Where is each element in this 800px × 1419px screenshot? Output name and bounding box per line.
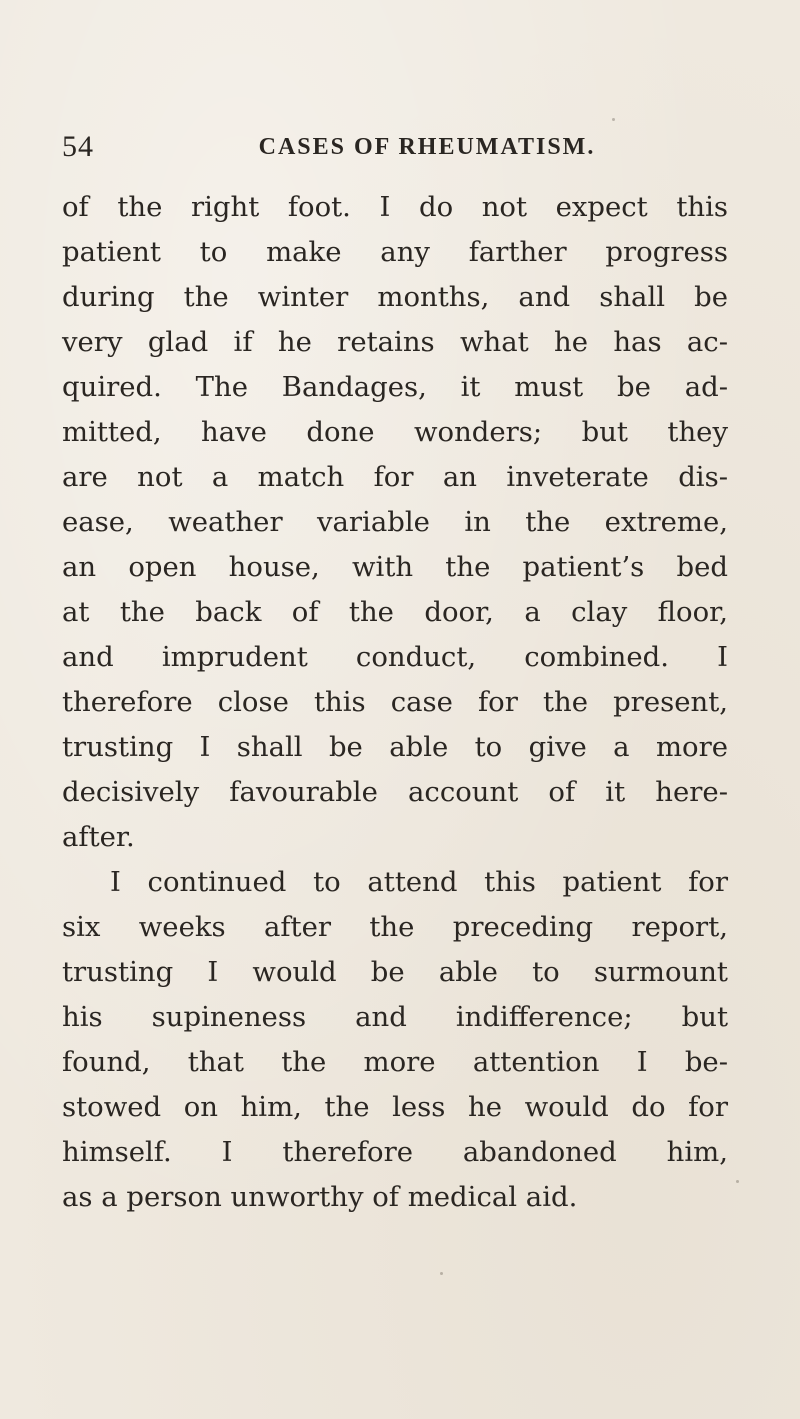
paper-speck	[440, 1272, 443, 1275]
paragraph-1	[62, 185, 728, 860]
text-line: trusting I shall be able to give a more	[62, 731, 728, 763]
text-line: himself. I therefore abandoned him,	[62, 1136, 728, 1168]
text-line: very glad if he retains what he has ac-	[62, 326, 728, 358]
text-line: I continued to attend this patient for	[110, 866, 728, 898]
text-line: found, that the more attention I be-	[62, 1046, 728, 1078]
text-line: stowed on him, the less he would do for	[62, 1091, 728, 1123]
running-head	[62, 130, 682, 170]
text-line: trusting I would be able to surmount	[62, 956, 728, 988]
text-line: decisively favourable account of it here-	[62, 776, 728, 808]
text-line: at the back of the door, a clay floor,	[62, 596, 728, 628]
text-line: as a person unworthy of medical aid.	[62, 1181, 578, 1213]
paper-speck	[612, 118, 615, 121]
text-line: six weeks after the preceding report,	[62, 911, 728, 943]
body-text	[62, 185, 728, 1220]
text-line: during the winter months, and shall be	[62, 281, 728, 313]
text-line: his supineness and indifference; but	[62, 1001, 728, 1033]
running-title: CASES OF RHEUMATISM.	[258, 134, 596, 160]
paper-speck	[736, 1180, 739, 1183]
paragraph-2	[62, 860, 728, 1220]
text-line: ease, weather variable in the extreme,	[62, 506, 728, 538]
text-line: therefore close this case for the present,	[62, 686, 728, 718]
page-number: 54	[62, 130, 94, 163]
text-line: mitted, have done wonders; but they	[62, 416, 728, 448]
text-line: quired. The Bandages, it must be ad-	[62, 371, 728, 403]
text-line: and imprudent conduct, combined. I	[62, 641, 728, 673]
text-line: after.	[62, 821, 135, 853]
text-line: are not a match for an inveterate dis-	[62, 461, 728, 493]
text-line: of the right foot. I do not expect this	[62, 191, 728, 223]
text-line: an open house, with the patient’s bed	[62, 551, 728, 583]
text-line: patient to make any farther progress	[62, 236, 728, 268]
